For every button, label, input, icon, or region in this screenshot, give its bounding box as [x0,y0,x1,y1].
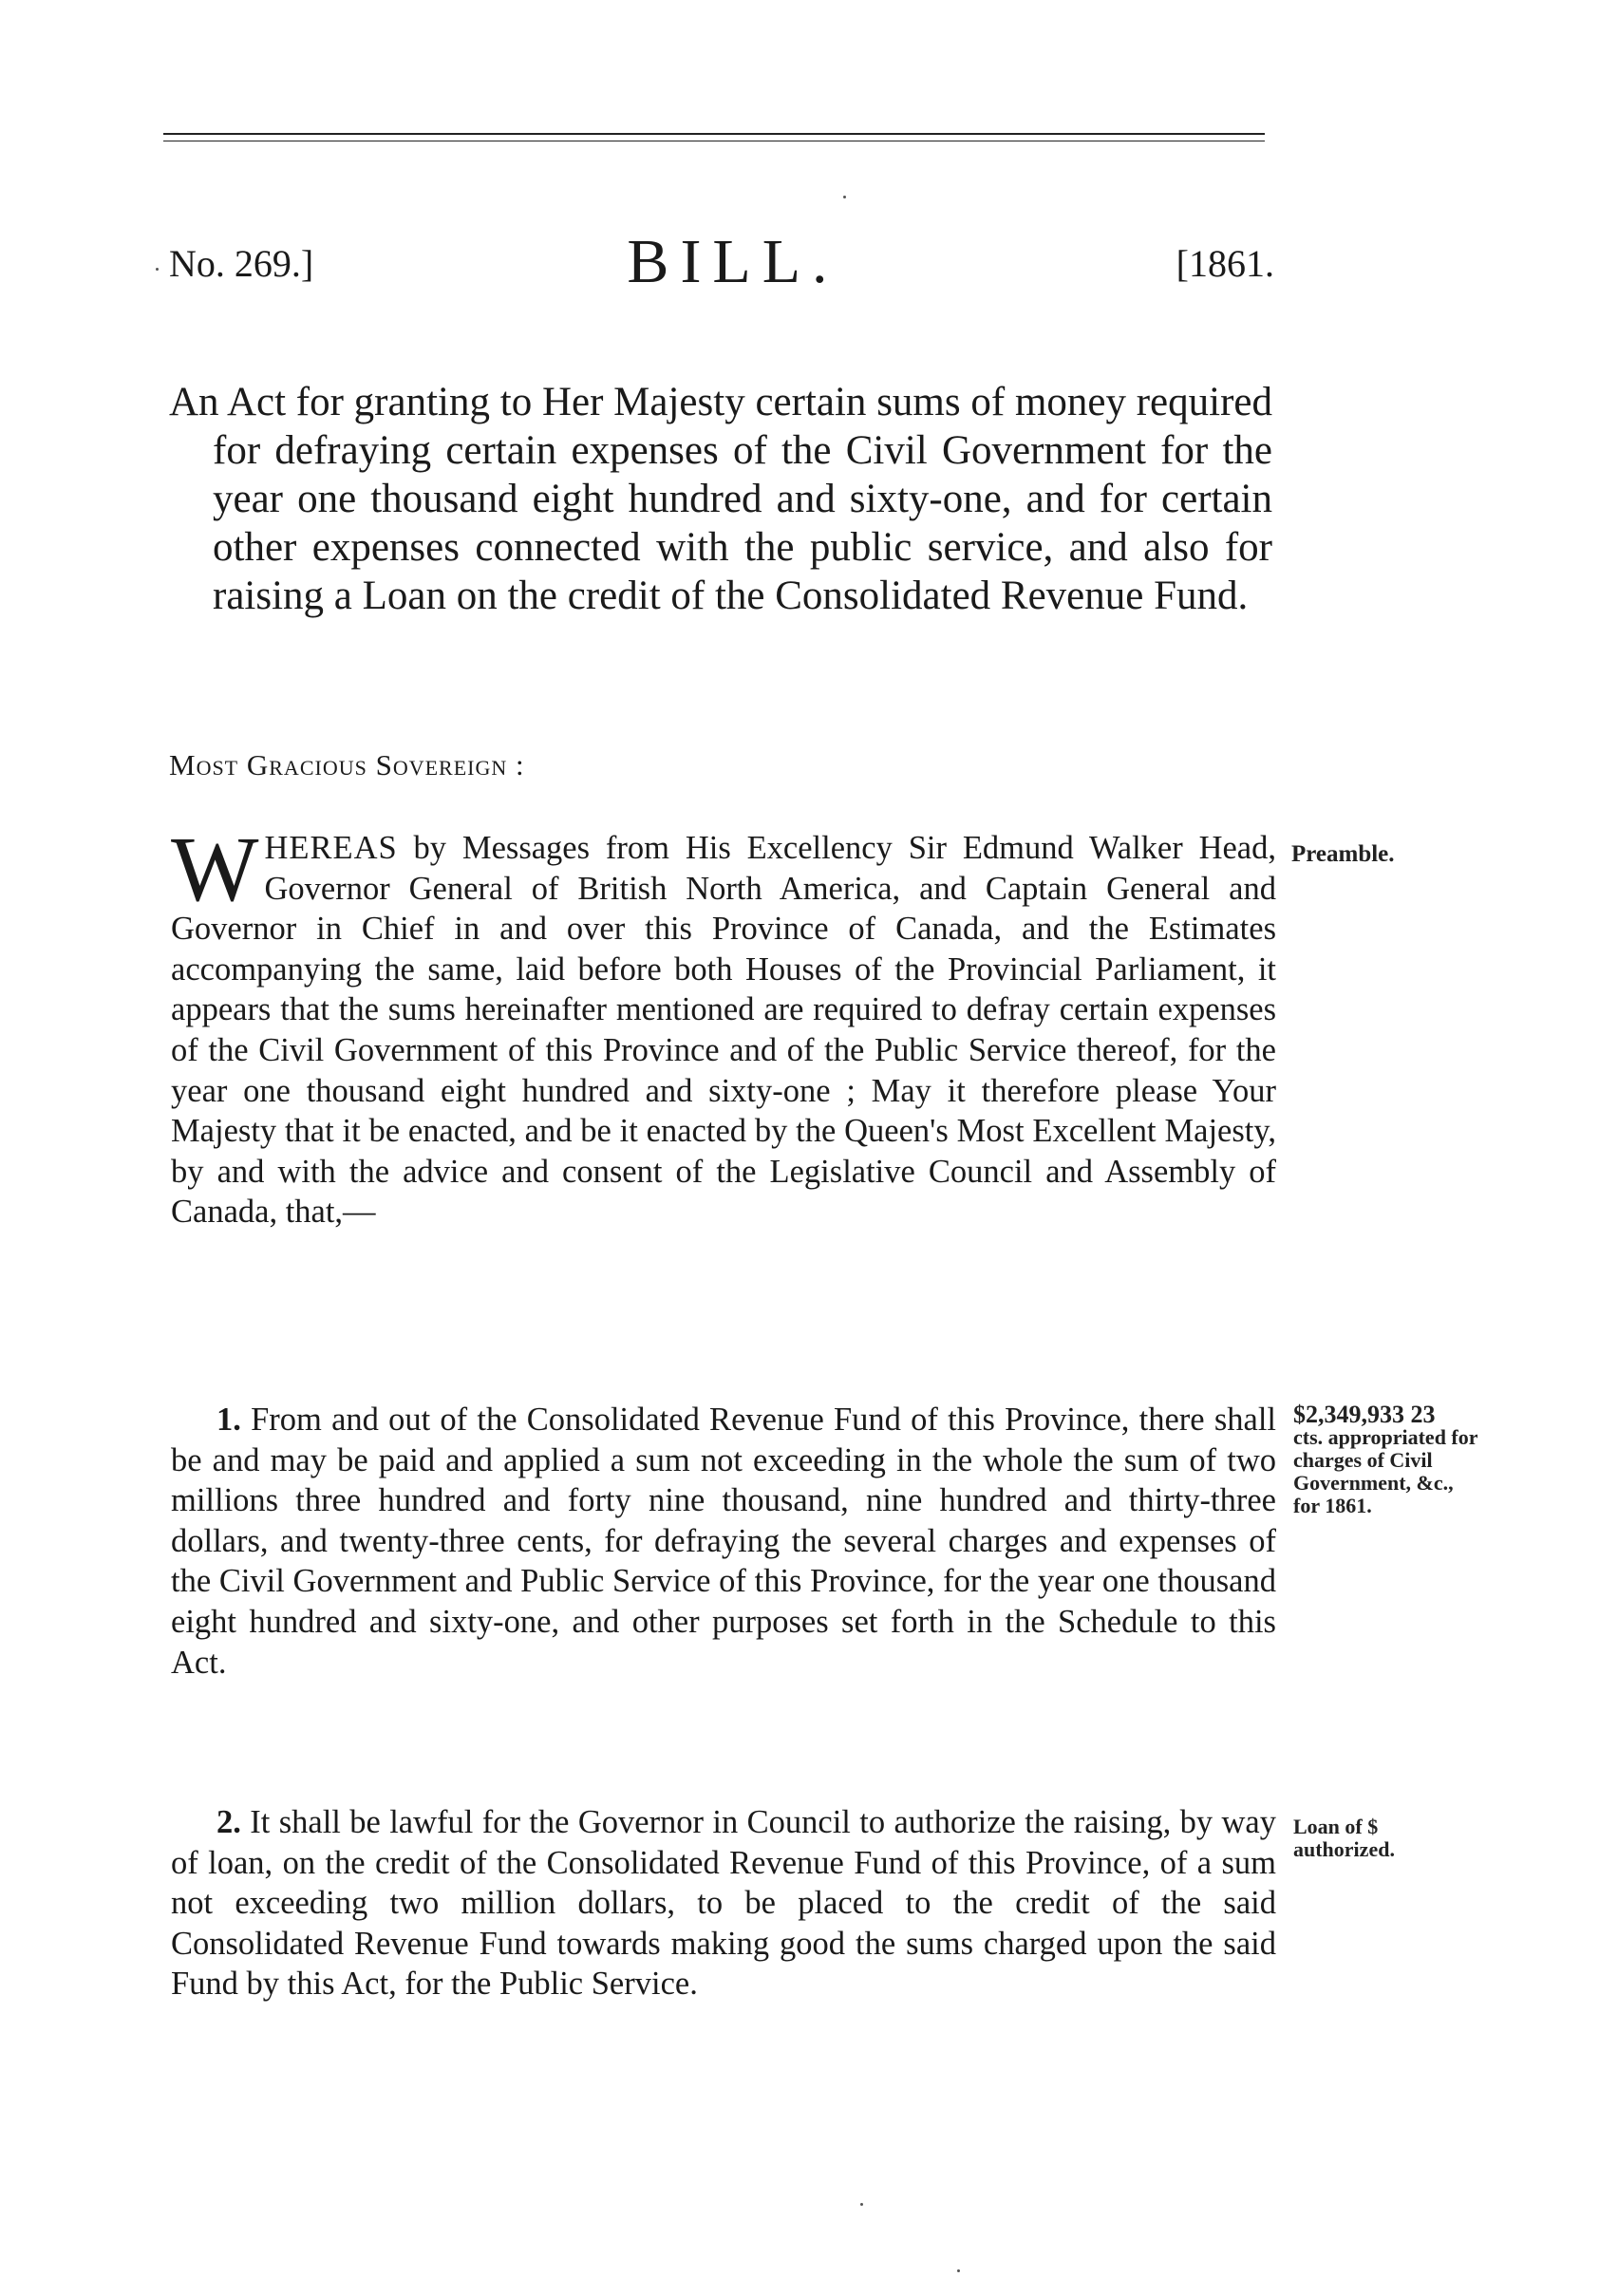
section-2-text: It shall be lawful for the Governor in Council to authorize the raising, by way of loan, on the credit of the Consolidated Revenue Fund of this Province, of a sum not exceeding two million dollars, to be placed to the credit of the said Consolidated Revenue Fund towards making good the sums charged upon the said Fund by this Act, for the Public Service. [171,1804,1276,2003]
bill-header [163,226,1274,302]
preamble-margin-note: Preamble. [1291,841,1395,867]
preamble-caps: HEREAS [264,830,398,866]
section-1-text: From and out of the Consolidated Revenue Fund of this Province, there shall be and may be paid and applied a sum not exceeding in the whole the sum of two millions three hundred and forty nine thousand, nine hundred and thirty-three dollars, and twenty-three cents, for defraying the several charges and expenses of the Civil Government and Public Service of this Province, for the year one thousand eight hundred and sixty-one, and other purposes set forth in the Schedule to this Act. [171,1402,1276,1681]
section-1-number: 1. [216,1402,241,1438]
section-2-paragraph [171,1802,1276,2004]
section-2-number: 2. [216,1804,241,1840]
top-rule [163,133,1265,135]
paper-speck [957,2269,960,2272]
paper-speck [843,196,846,198]
bill-number: No. 269.] [169,242,314,285]
preamble-text: by Messages from His Excellency Sir Edmund Walker Head, Governor General of British North America, and Captain General and Governor in Chief in and over this Province of Canada, and the Estimates accompanying the same, laid before both Houses of the Provincial Parliament, it appears that the sums hereinafter mentioned are required to defray certain expenses of the Civil Government of this Province and of the Public Service thereof, for the year one thousand eight hundred and sixty-one ; May it therefore please Your Majesty that it be enacted, and be it enacted by the Queen's Most Excellent Majesty, by and with the advice and consent of the Legislative Council and Assembly of Canada, that,— [171,830,1276,1231]
section-1-amount: $2,349,933 23 [1293,1401,1436,1428]
bill-year: [1861. [1176,242,1274,285]
act-title: An Act for granting to Her Majesty certain sums of money required for defraying certain expenses of the Civil Government for the year one thousand eight hundred and sixty-one, and for certain other expenses connected with the public service, and also for raising a Loan on the credit of the Consolidated Revenue Fund. [169,380,1272,618]
paper-speck [156,268,159,271]
section-2-margin-note: Loan of $ authorized. [1293,1815,1395,1861]
salutation: Most Gracious Sovereign : [169,748,525,781]
paper-speck [860,2203,863,2206]
section-1-paragraph [171,1400,1276,1683]
bill-title: BILL. [627,227,839,296]
section-1-margin-note [1293,1403,1483,1517]
section-1-margin-text: cts. appropriated for charges of Civil Government, &c., for 1861. [1293,1425,1478,1517]
drop-cap: W [171,819,259,921]
preamble-paragraph [171,819,1276,1233]
